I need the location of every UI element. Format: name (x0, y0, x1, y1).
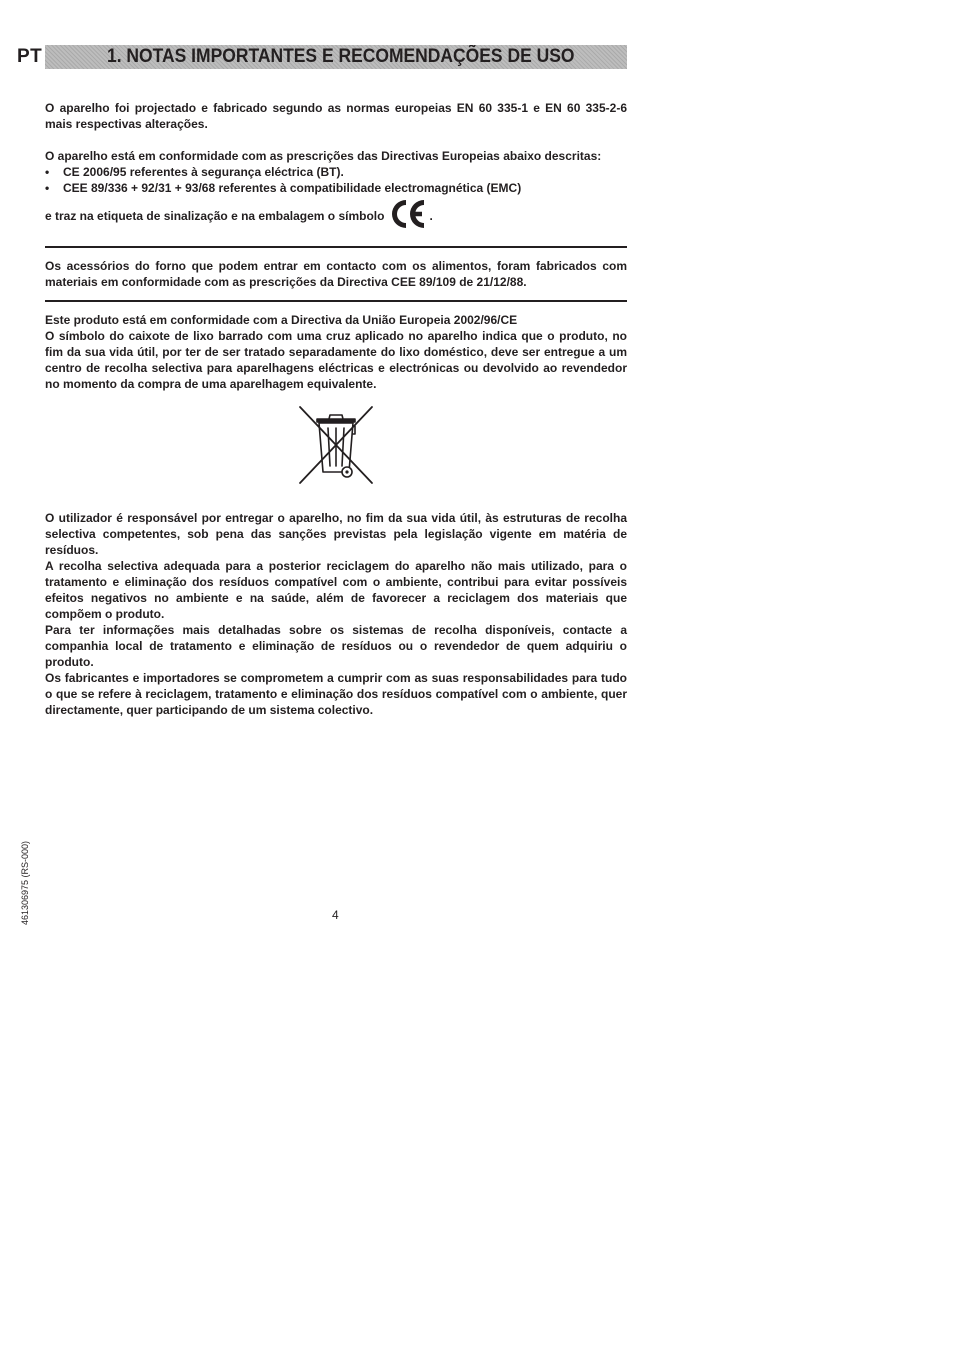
information-paragraph: Para ter informações mais detalhadas sobre os sistemas de recolha disponíveis, contacte a companhia local de tratamento e eliminação de resíduos ou o revendedor de quem adquiriu o produto. (45, 623, 627, 669)
list-item (45, 180, 627, 196)
crossed-out-wheelie-bin-icon (297, 404, 375, 486)
weee-directive-paragraph: Este produto está em conformidade com a Directiva da União Europeia 2002/96/CE (45, 313, 518, 327)
divider (45, 300, 627, 302)
section-title-bar (45, 45, 627, 69)
divider (45, 246, 627, 248)
weee-symbol-paragraph: O símbolo do caixote de lixo barrado com uma cruz aplicado no aparelho indica que o produto, no fim da sua vida útil, por ter de ser tratado separadamente do lixo doméstico, deve ser entregue a um centro de recolha selectiva para aparelhagens eléctricas e electrónicas ou devolvido ao revendedor no momento da compra de uma aparelhagem equivalente. (45, 329, 627, 391)
document-body (45, 100, 627, 718)
weee-symbol-wrapper (45, 404, 627, 496)
recycling-paragraph: A recolha selectiva adequada para a posterior reciclagem do aparelho não mais utilizado, para o tratamento e eliminação dos resíduos compatível com o ambiente, contribui para evitar possíveis efeitos negativos no ambiente e na saúde, além de favorecer a reciclagem dos materiais que compõem o produto. (45, 559, 627, 621)
bullet: • (45, 181, 50, 195)
list-item-text: CEE 89/336 + 92/31 + 93/68 referentes à compatibilidade electromagnética (EMC) (63, 181, 522, 195)
manufacturers-paragraph: Os fabricantes e importadores se comprometem a cumprir com as suas responsabilidades para tudo o que se refere à reciclagem, tratamento e eliminação dos resíduos compatível com o ambiente, quer directamente, quer participando de um sistema colectivo. (45, 671, 627, 717)
directives-list (45, 164, 627, 196)
page-number: 4 (332, 908, 339, 922)
language-code: PT (17, 46, 43, 67)
norms-paragraph: O aparelho foi projectado e fabricado segundo as normas europeias EN 60 335-1 e EN 60 335-2-6 mais respectivas alterações. (45, 101, 627, 131)
bullet: • (45, 165, 50, 179)
user-responsibility-paragraph: O utilizador é responsável por entregar o aparelho, no fim da sua vida útil, às estruturas de recolha selectiva competentes, sob pena das sanções previstas pela legislação vigente em matéria de resíduos. (45, 511, 627, 557)
accessories-paragraph: Os acessórios do forno que podem entrar em contacto com os alimentos, foram fabricados com materiais em conformidade com as prescrições da Directiva CEE 89/109 de 21/12/88. (45, 259, 627, 289)
ce-symbol-line (45, 196, 627, 236)
ce-symbol-text: e traz na etiqueta de sinalização e na embalagem o símbolo (45, 209, 385, 223)
directives-paragraph: O aparelho está em conformidade com as prescrições das Directivas Europeias abaixo descritas: (45, 149, 602, 163)
ce-mark-icon (390, 197, 426, 235)
list-item-text: CE 2006/95 referentes à segurança eléctrica (BT). (63, 165, 344, 179)
list-item (45, 164, 627, 180)
document-code: 461306975 (RS-000) (20, 840, 30, 925)
ce-suffix: . (429, 209, 433, 223)
section-title: 1. NOTAS IMPORTANTES E RECOMENDAÇÕES DE USO (107, 46, 575, 67)
